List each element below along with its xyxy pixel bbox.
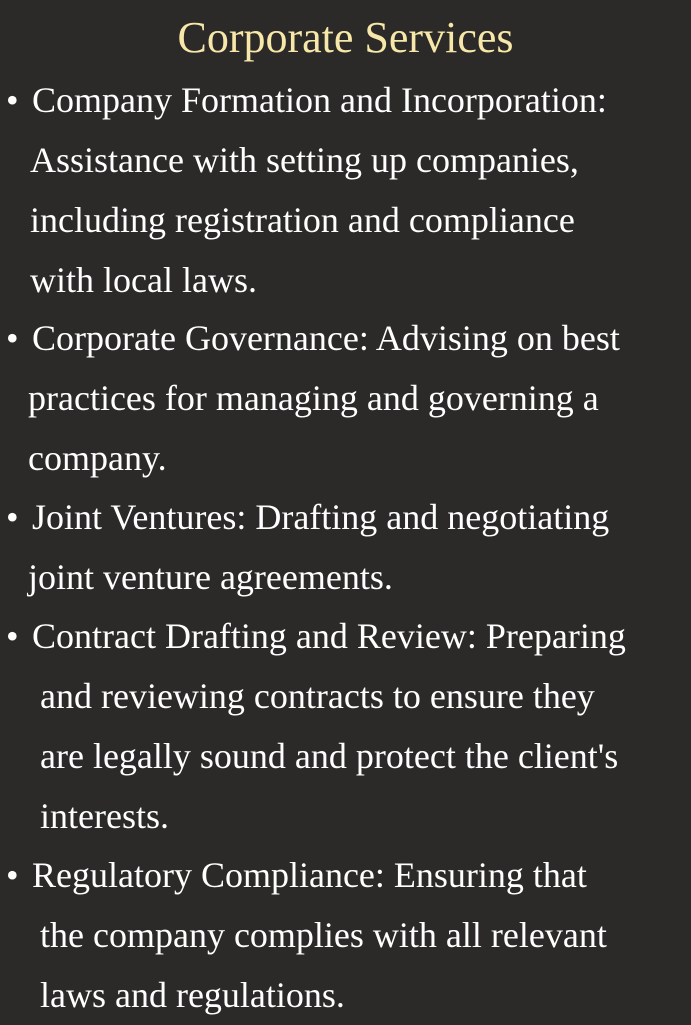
service-item-line: Joint Ventures: Drafting and negotiating xyxy=(32,497,610,537)
service-item-line: including registration and compliance xyxy=(30,200,575,240)
bullet-icon: • xyxy=(6,318,19,358)
page-title: Corporate Services xyxy=(177,13,514,62)
service-item-line: joint venture agreements. xyxy=(28,557,393,597)
service-item-line: Assistance with setting up companies, xyxy=(30,140,579,180)
service-item-line: laws and regulations. xyxy=(40,975,345,1015)
service-item-line: practices for managing and governing a xyxy=(28,378,599,418)
service-item-line: and reviewing contracts to ensure they xyxy=(40,676,595,716)
service-item-line: interests. xyxy=(40,796,169,836)
service-item-line: are legally sound and protect the client's xyxy=(40,736,619,776)
service-item-line: company. xyxy=(28,438,167,478)
bullet-icon: • xyxy=(6,497,19,537)
service-item-line: with local laws. xyxy=(30,260,257,300)
service-item-line: Corporate Governance: Advising on best xyxy=(32,318,620,358)
bullet-icon: • xyxy=(6,616,19,656)
service-item-line: Contract Drafting and Review: Preparing xyxy=(32,616,626,656)
service-item-line: the company complies with all relevant xyxy=(40,915,607,955)
bullet-icon: • xyxy=(6,855,19,895)
service-item-line: Company Formation and Incorporation: xyxy=(32,80,607,120)
service-item-line: Regulatory Compliance: Ensuring that xyxy=(32,855,587,895)
bullet-icon: • xyxy=(6,80,19,120)
